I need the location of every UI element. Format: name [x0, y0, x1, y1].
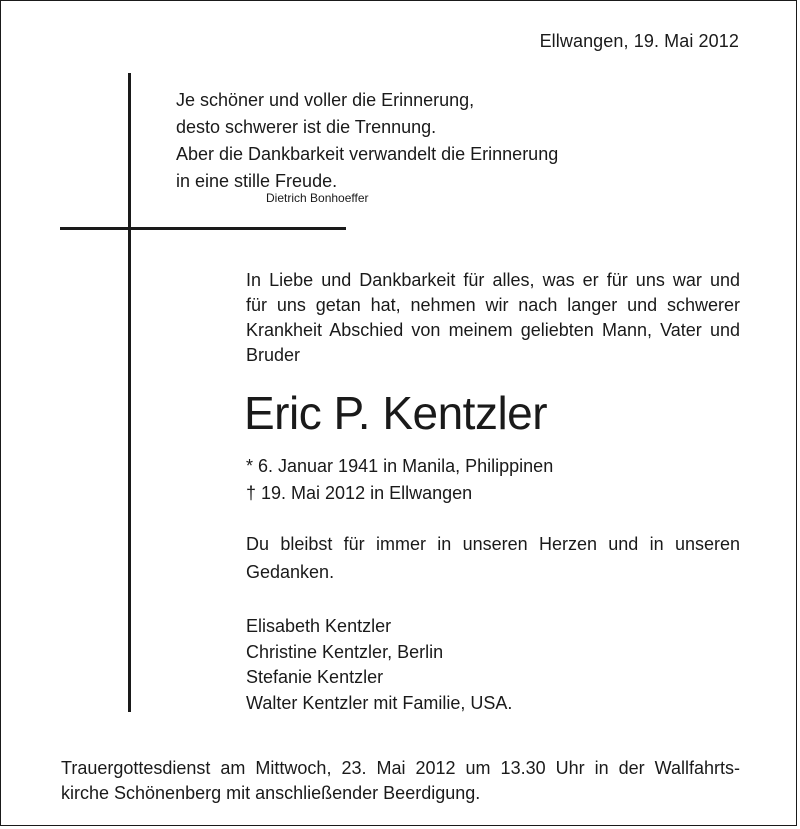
closing-line: Gedanken.: [246, 562, 335, 582]
intro-line: Krankheit Abschied von meinem geliebten Mann, Vater und: [246, 320, 740, 340]
signer: Stefanie Kentzler: [246, 667, 384, 687]
intro-line: In Liebe und Dankbarkeit für alles, was er für uns war und: [246, 270, 740, 290]
intro-line: für uns getan hat, nehmen wir nach langer und schwerer: [246, 295, 740, 315]
service-line: Trauergottesdienst am Mittwoch, 23. Mai 2012 um 13.30 Uhr in der Wallfahrts-: [61, 758, 740, 778]
cross-horizontal-bar: [60, 227, 346, 230]
death-date: † 19. Mai 2012 in Ellwangen: [246, 483, 473, 503]
closing-text: [246, 530, 740, 586]
quote-line: Aber die Dankbarkeit verwandelt die Erinnerung: [176, 144, 559, 164]
signer: Walter Kentzler mit Familie, USA.: [246, 692, 513, 713]
quote-line: in eine stille Freude.: [176, 171, 338, 191]
quote-line: desto schwerer ist die Trennung.: [176, 117, 437, 137]
signers-list: [246, 614, 512, 716]
deceased-name: Eric P. Kentzler: [244, 387, 548, 439]
service-line: kirche Schönenberg mit anschließender Beerdigung.: [61, 783, 481, 803]
quote-line: Je schöner und voller die Erinnerung,: [176, 90, 475, 110]
funeral-service-notice: [61, 756, 740, 806]
birth-date: * 6. Januar 1941 in Manila, Philippinen: [246, 456, 554, 476]
intro-line: Bruder: [246, 345, 301, 365]
life-dates: [246, 453, 553, 507]
intro-text: [246, 268, 740, 368]
quote-author: Dietrich Bonhoeffer: [266, 191, 369, 205]
memorial-quote: [176, 87, 558, 195]
closing-line: Du bleibst für immer in unseren Herzen und in unseren: [246, 534, 740, 554]
place-date: Ellwangen, 19. Mai 2012: [539, 31, 739, 51]
signer: Christine Kentzler, Berlin: [246, 641, 444, 662]
signer: Elisabeth Kentzler: [246, 616, 392, 636]
cross-vertical-bar: [128, 73, 131, 712]
